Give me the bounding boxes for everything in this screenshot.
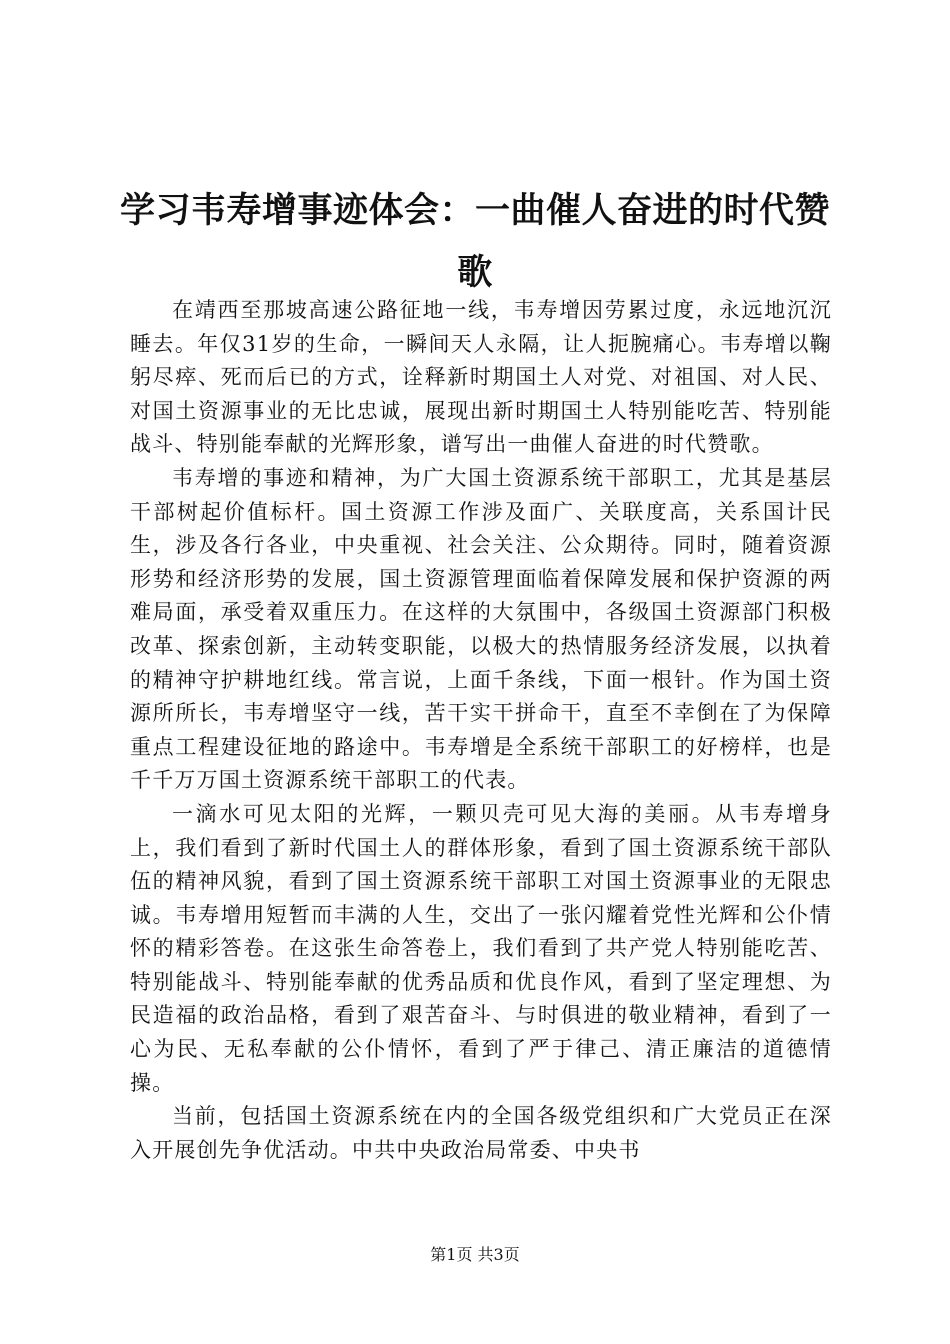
document-body xyxy=(130,294,832,1167)
document-title: 学习韦寿增事迹体会：一曲催人奋进的时代赞歌 xyxy=(120,191,831,293)
paragraph: 在靖西至那坡高速公路征地一线，韦寿增因劳累过度，永远地沉沉睡去。年仅31岁的生命，一瞬间天人永隔，让人扼腕痛心。韦寿增以鞠躬尽瘁、死而后已的方式，诠释新时期国土人对党、对祖国、对人民、对国土资源事业的无比忠诚，展现出新时期国土人特别能吃苦、特别能战斗、特别能奉献的光辉形象，谱写出一曲催人奋进的时代赞歌。 xyxy=(130,298,832,457)
paragraph: 一滴水可见太阳的光辉，一颗贝壳可见大海的美丽。从韦寿增身上，我们看到了新时代国土人的群体形象，看到了国土资源系统干部队伍的精神风貌，看到了国土资源系统干部职工对国土资源事业的无限忠诚。韦寿增用短暂而丰满的人生，交出了一张闪耀着党性光辉和公仆情怀的精彩答卷。在这张生命答卷上，我们看到了共产党人特别能吃苦、特别能战斗、特别能奉献的优秀品质和优良作风，看到了坚定理想、为民造福的政治品格，看到了艰苦奋斗、与时俱进的敬业精神，看到了一心为民、无私奉献的公仆情怀，看到了严于律己、清正廉洁的道德情操。 xyxy=(130,801,832,1095)
paragraph: 韦寿增的事迹和精神，为广大国土资源系统干部职工，尤其是基层干部树起价值标杆。国土资源工作涉及面广、关联度高，关系国计民生，涉及各行各业，中央重视、社会关注、公众期待。同时，随着资源形势和经济形势的发展，国土资源管理面临着保障发展和保护资源的两难局面，承受着双重压力。在这样的大氛围中，各级国土资源部门积极改革、探索创新，主动转变职能，以极大的热情服务经济发展，以执着的精神守护耕地红线。常言说，上面千条线，下面一根针。作为国土资源所所长，韦寿增坚守一线，苦干实干拼命干，直至不幸倒在了为保障重点工程建设征地的路途中。韦寿增是全系统干部职工的好榜样，也是千千万万国土资源系统干部职工的代表。 xyxy=(130,465,832,793)
page-footer: 第1页 共3页 xyxy=(430,1245,520,1264)
paragraph: 当前，包括国土资源系统在内的全国各级党组织和广大党员正在深入开展创先争优活动。中共中央政治局常委、中央书 xyxy=(130,1104,832,1162)
